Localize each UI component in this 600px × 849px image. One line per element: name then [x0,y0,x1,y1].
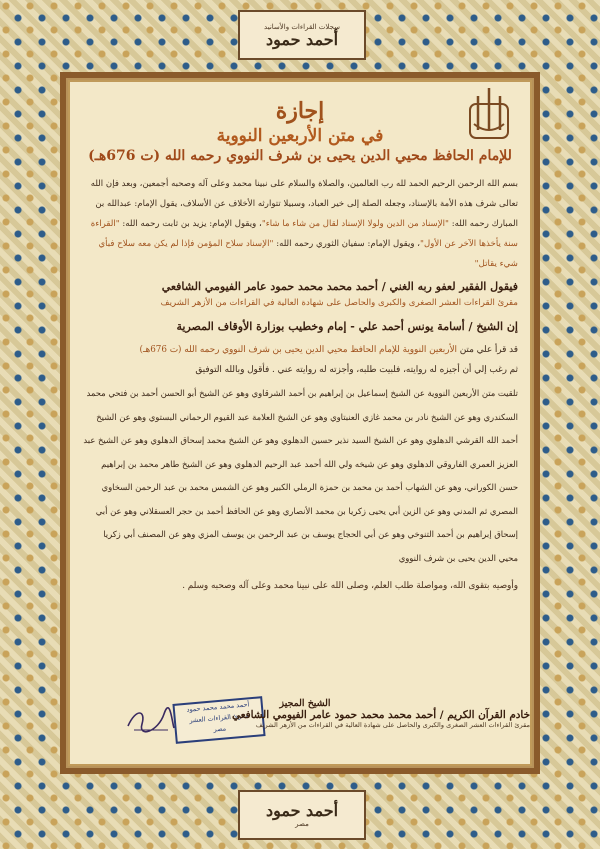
signature-block [170,698,530,729]
recitation-paragraph [82,340,518,380]
signature-name: خادم القرآن الكريم / أحمد محمد محمد حمود عامر الفيومي الشافعي [231,709,530,721]
signature-heading: الشيخ المجيز [279,698,331,709]
imam-line: للإمام الحافظ محيي الدين يحيى بن شرف النووي رحمه الله (ت 676هـ) [88,148,512,164]
isnad-chain: تلقيت متن الأربعين النووية عن الشيخ إسماعيل بن إبراهيم بن أحمد الشرقاوي وهو عن الشيخ أبو الحسن أحمد بن فتحي محمد السكندري وهو عن الشيخ نادر بن محمد غازي العنبتاوي وهو عن الشيخ العلامة عبد القيوم الرحماني البستوي وهو عن الشيخ أحمد الله القرشي الدهلوي وهو عن الشيخ السيد نذير حسين الدهلوي وهو عن الشيخ محمد إسحاق الدهلوي وهو عن الشيخ عبد العزيز العمري الفاروقي الدهلوي وهو عن شيخه ولي الله أحمد عبد الرحيم الدهلوي وهو عن الشيخ طاهر محمد بن إبراهيم حسن الكوراني، وهو عن الشهاب أحمد بن محمد بن حمزة الرملي الكبير وهو عن الشمس محمد بن عبد الرحمن السخاوي المصري ثم المدني وهو عن الزين أبي يحيى زكريا بن محمد الأنصاري وهو عن الحافظ أحمد بن حجر العسقلاني وهو عن أبي إسحاق إبراهيم بن أحمد التنوخي وهو عن أبي الحجاج يوسف بن عبد الرحمن بن يوسف المزي وهو عن المصنف أبي زكريا محيي الدين يحيى بن شرف النووي [83,388,518,563]
bottom-seal-caption: مصر [295,820,309,829]
signer-line: فيقول الفقير لعفو ربه الغني / أحمد محمد محمد حمود عامر الفيومي الشافعي [161,280,518,293]
intro-text-2: ، ويقول الإمام: يزيد بن ثابت رحمه الله: [122,219,262,229]
intro-quote-2: "القراءة سنة يأخذها الآخر عن الأول" [90,219,518,249]
bottom-seal-name: أحمد حمود [265,800,339,820]
top-seal-name: أحمد حمود [265,29,339,49]
certificate-body [82,92,518,605]
signature-credentials: مقرئ القراءات العشر الصغرى والكبرى والحاصل على شهادة العالية في القراءات من الأزهر الشريف [255,721,530,729]
certificate-subtitle: في متن الأربعين النووية [216,126,384,146]
intro-text-1: بسم الله الرحمن الرحيم الحمد لله رب العالمين، والصلاة والسلام على نبينا محمد وعلى آله وصحبه أجمعين، وبعد فإن الله تعالى شرف هذه الأمة بالإسناد، وجعله الصلة إلى خير العباد، وسبيلا تتوارثه الأخلاف عن الأسلاف، يقول الإمام: عبدالله بن المبارك رحمه الله: [90,179,518,229]
signer-credentials: مقرئ القراءات العشر الصغرى والكبرى والحاصل على شهادة العالية في القراءات من الأزهر الشريف [160,298,518,308]
intro-quote-1: "الإسناد من الدين ولولا الإسناد لقال من شاء ما شاء" [261,219,449,229]
top-seal-caption: سجلات القراءات والأسانيد [264,22,340,31]
stamp-line-3: مصر [213,724,227,734]
stamp-line-1: أحمد محمد محمد حمود [186,700,250,714]
intro-text-3: ، ويقول الإمام: سفيان الثوري رحمه الله: [276,239,421,249]
recitation-quote: الأربعين النووية للإمام الحافظ محيي الدين يحيى بن شرف النووي رحمه الله (ت 676هـ) [139,345,457,355]
student-line: إن الشيخ / أسامة يونس أحمد علي - إمام وخطيب بوزارة الأوقاف المصرية [176,320,518,333]
handwritten-signature [124,702,176,736]
certificate-title: إجازة [275,98,325,124]
advice-paragraph: وأوصيه بتقوى الله، ومواصلة طلب العلم، وصلى الله على نبينا محمد وعلى آله وصحبه وسلم . [182,581,518,591]
intro-paragraph [82,174,518,274]
intro-quote-3: "الإسناد سلاح المؤمن فإذا لم يكن معه سلاح فبأي شيء يقاتل" [98,239,518,269]
recitation-text-2: ثم رغب إلي أن أجيزه له روايته، فلبيت طلبه، وأجزته له روايته عني . فأقول وبالله التوفيق [195,365,518,375]
bottom-seal [238,790,366,840]
stamp-line-2: مقرئ القراءات العشر [188,711,249,725]
recitation-text-1: قد قرأ علي متن [459,345,518,355]
top-seal [238,10,366,60]
